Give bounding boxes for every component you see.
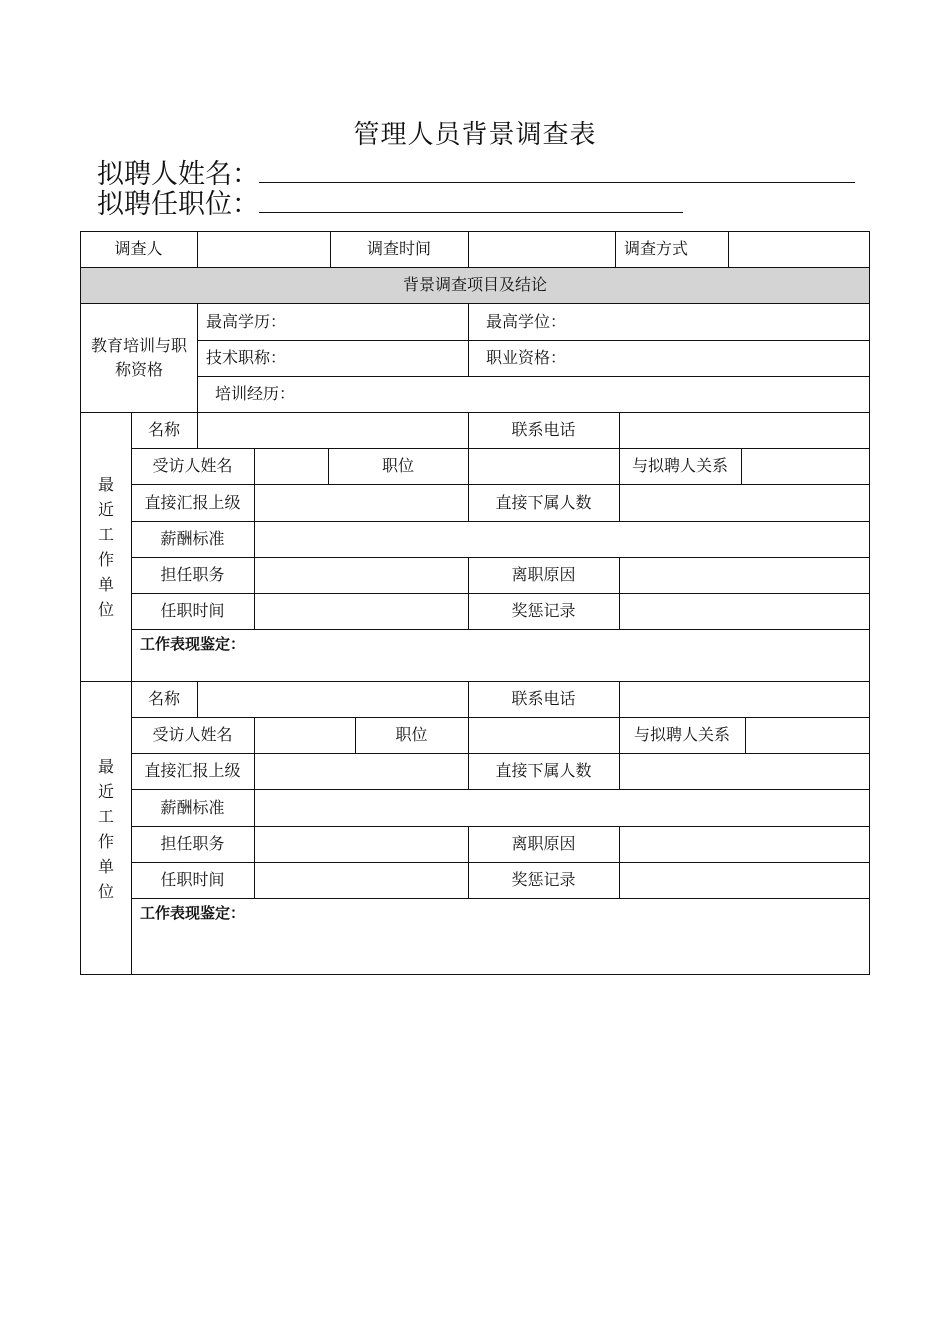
investigation-method-field[interactable] <box>728 231 870 267</box>
candidate-name-line <box>97 158 855 190</box>
work-unit-1-duty-field[interactable] <box>254 557 468 593</box>
work-unit-1-rewards-field[interactable] <box>619 593 870 629</box>
investigator-label: 调查人 <box>114 239 163 258</box>
work-unit-1-post-field[interactable] <box>468 448 619 484</box>
work-unit-1-leave-reason-label: 离职原因 <box>511 565 576 584</box>
investigator-field[interactable] <box>197 231 330 267</box>
work-unit-2-rewards-label: 奖惩记录 <box>511 870 576 889</box>
work-unit-2-subordinates-label: 直接下属人数 <box>495 761 592 780</box>
investigation-time-field[interactable] <box>468 231 615 267</box>
work-unit-2-leave-reason-field[interactable] <box>619 826 870 862</box>
page-title: 管理人员背景调查表 <box>353 120 597 150</box>
work-unit-2-rewards-field[interactable] <box>619 862 870 898</box>
work-unit-1-salary-label: 薪酬标准 <box>160 529 225 548</box>
position-line <box>97 188 683 220</box>
work-unit-1-name-label: 名称 <box>147 420 180 439</box>
work-unit-2-post-label: 职位 <box>395 725 428 744</box>
work-unit-1-salary-field[interactable] <box>254 521 870 557</box>
work-unit-2-name-field[interactable] <box>197 681 468 717</box>
candidate-name-label: 拟聘人姓名： <box>97 159 259 190</box>
work-unit-1-subordinates-label: 直接下属人数 <box>495 492 592 512</box>
work-unit-2-superior-field[interactable] <box>254 753 468 789</box>
tech-title-field[interactable]: 技术职称： <box>206 348 287 367</box>
section-title: 背景调查项目及结论 <box>402 275 547 294</box>
work-unit-1-tenure-label: 任职时间 <box>160 601 225 620</box>
investigation-method-label: 调查方式 <box>624 239 689 258</box>
work-unit-2-interviewee-label: 受访人姓名 <box>152 725 233 744</box>
work-unit-1-superior-field[interactable] <box>254 484 468 521</box>
education-group-label: 教育培训与职称资格 <box>90 335 187 379</box>
work-unit-2-subordinates-field[interactable] <box>619 753 870 789</box>
highest-degree-field[interactable]: 最高学位： <box>486 311 567 331</box>
position-label: 拟聘任职位： <box>97 189 259 220</box>
training-field[interactable]: 培训经历： <box>215 384 296 403</box>
work-unit-2-duty-label: 担任职务 <box>160 834 225 853</box>
work-unit-2-phone-label: 联系电话 <box>511 689 576 708</box>
work-unit-1-phone-field[interactable] <box>619 412 870 448</box>
work-unit-2-tenure-field[interactable] <box>254 862 468 898</box>
work-unit-2-superior-label: 直接汇报上级 <box>144 761 241 780</box>
work-unit-1-superior-label: 直接汇报上级 <box>144 492 241 512</box>
work-unit-2-duty-field[interactable] <box>254 826 468 862</box>
candidate-name-field[interactable] <box>259 158 855 183</box>
work-unit-2-tenure-label: 任职时间 <box>160 870 225 889</box>
work-unit-2-name-label: 名称 <box>147 689 180 708</box>
highest-education-field[interactable]: 最高学历： <box>206 311 287 331</box>
work-unit-2-leave-reason-label: 离职原因 <box>511 834 576 853</box>
work-unit-1-relation-label: 与拟聘人关系 <box>631 456 728 475</box>
work-unit-1-evaluation[interactable]: 工作表现鉴定： <box>140 635 246 653</box>
work-unit-2-interviewee-field[interactable] <box>254 717 355 753</box>
work-unit-2-salary-label: 薪酬标准 <box>160 797 225 817</box>
investigation-time-label: 调查时间 <box>366 239 431 258</box>
qualification-field[interactable]: 职业资格： <box>486 348 567 367</box>
work-unit-2-relation-field[interactable] <box>745 717 870 753</box>
work-unit-1-phone-label: 联系电话 <box>511 420 576 439</box>
work-unit-1-rewards-label: 奖惩记录 <box>511 601 576 620</box>
work-unit-1-side-label: 最近工作单位 <box>97 475 114 619</box>
work-unit-2-phone-field[interactable] <box>619 681 870 717</box>
work-unit-2-post-field[interactable] <box>468 717 619 753</box>
work-unit-1-post-label: 职位 <box>381 456 414 475</box>
work-unit-1-duty-label: 担任职务 <box>160 565 225 584</box>
work-unit-1-tenure-field[interactable] <box>254 593 468 629</box>
work-unit-1-interviewee-label: 受访人姓名 <box>152 456 233 475</box>
work-unit-1-leave-reason-field[interactable] <box>619 557 870 593</box>
work-unit-2-side-label: 最近工作单位 <box>97 757 114 901</box>
work-unit-1-subordinates-field[interactable] <box>619 484 870 521</box>
work-unit-2-relation-label: 与拟聘人关系 <box>633 725 730 744</box>
work-unit-2-evaluation[interactable]: 工作表现鉴定： <box>140 904 246 922</box>
work-unit-1-interviewee-field[interactable] <box>254 448 328 484</box>
work-unit-1-relation-field[interactable] <box>741 448 870 484</box>
work-unit-1-name-field[interactable] <box>197 412 468 448</box>
work-unit-2-salary-field[interactable] <box>254 789 870 826</box>
position-field[interactable] <box>259 188 683 213</box>
